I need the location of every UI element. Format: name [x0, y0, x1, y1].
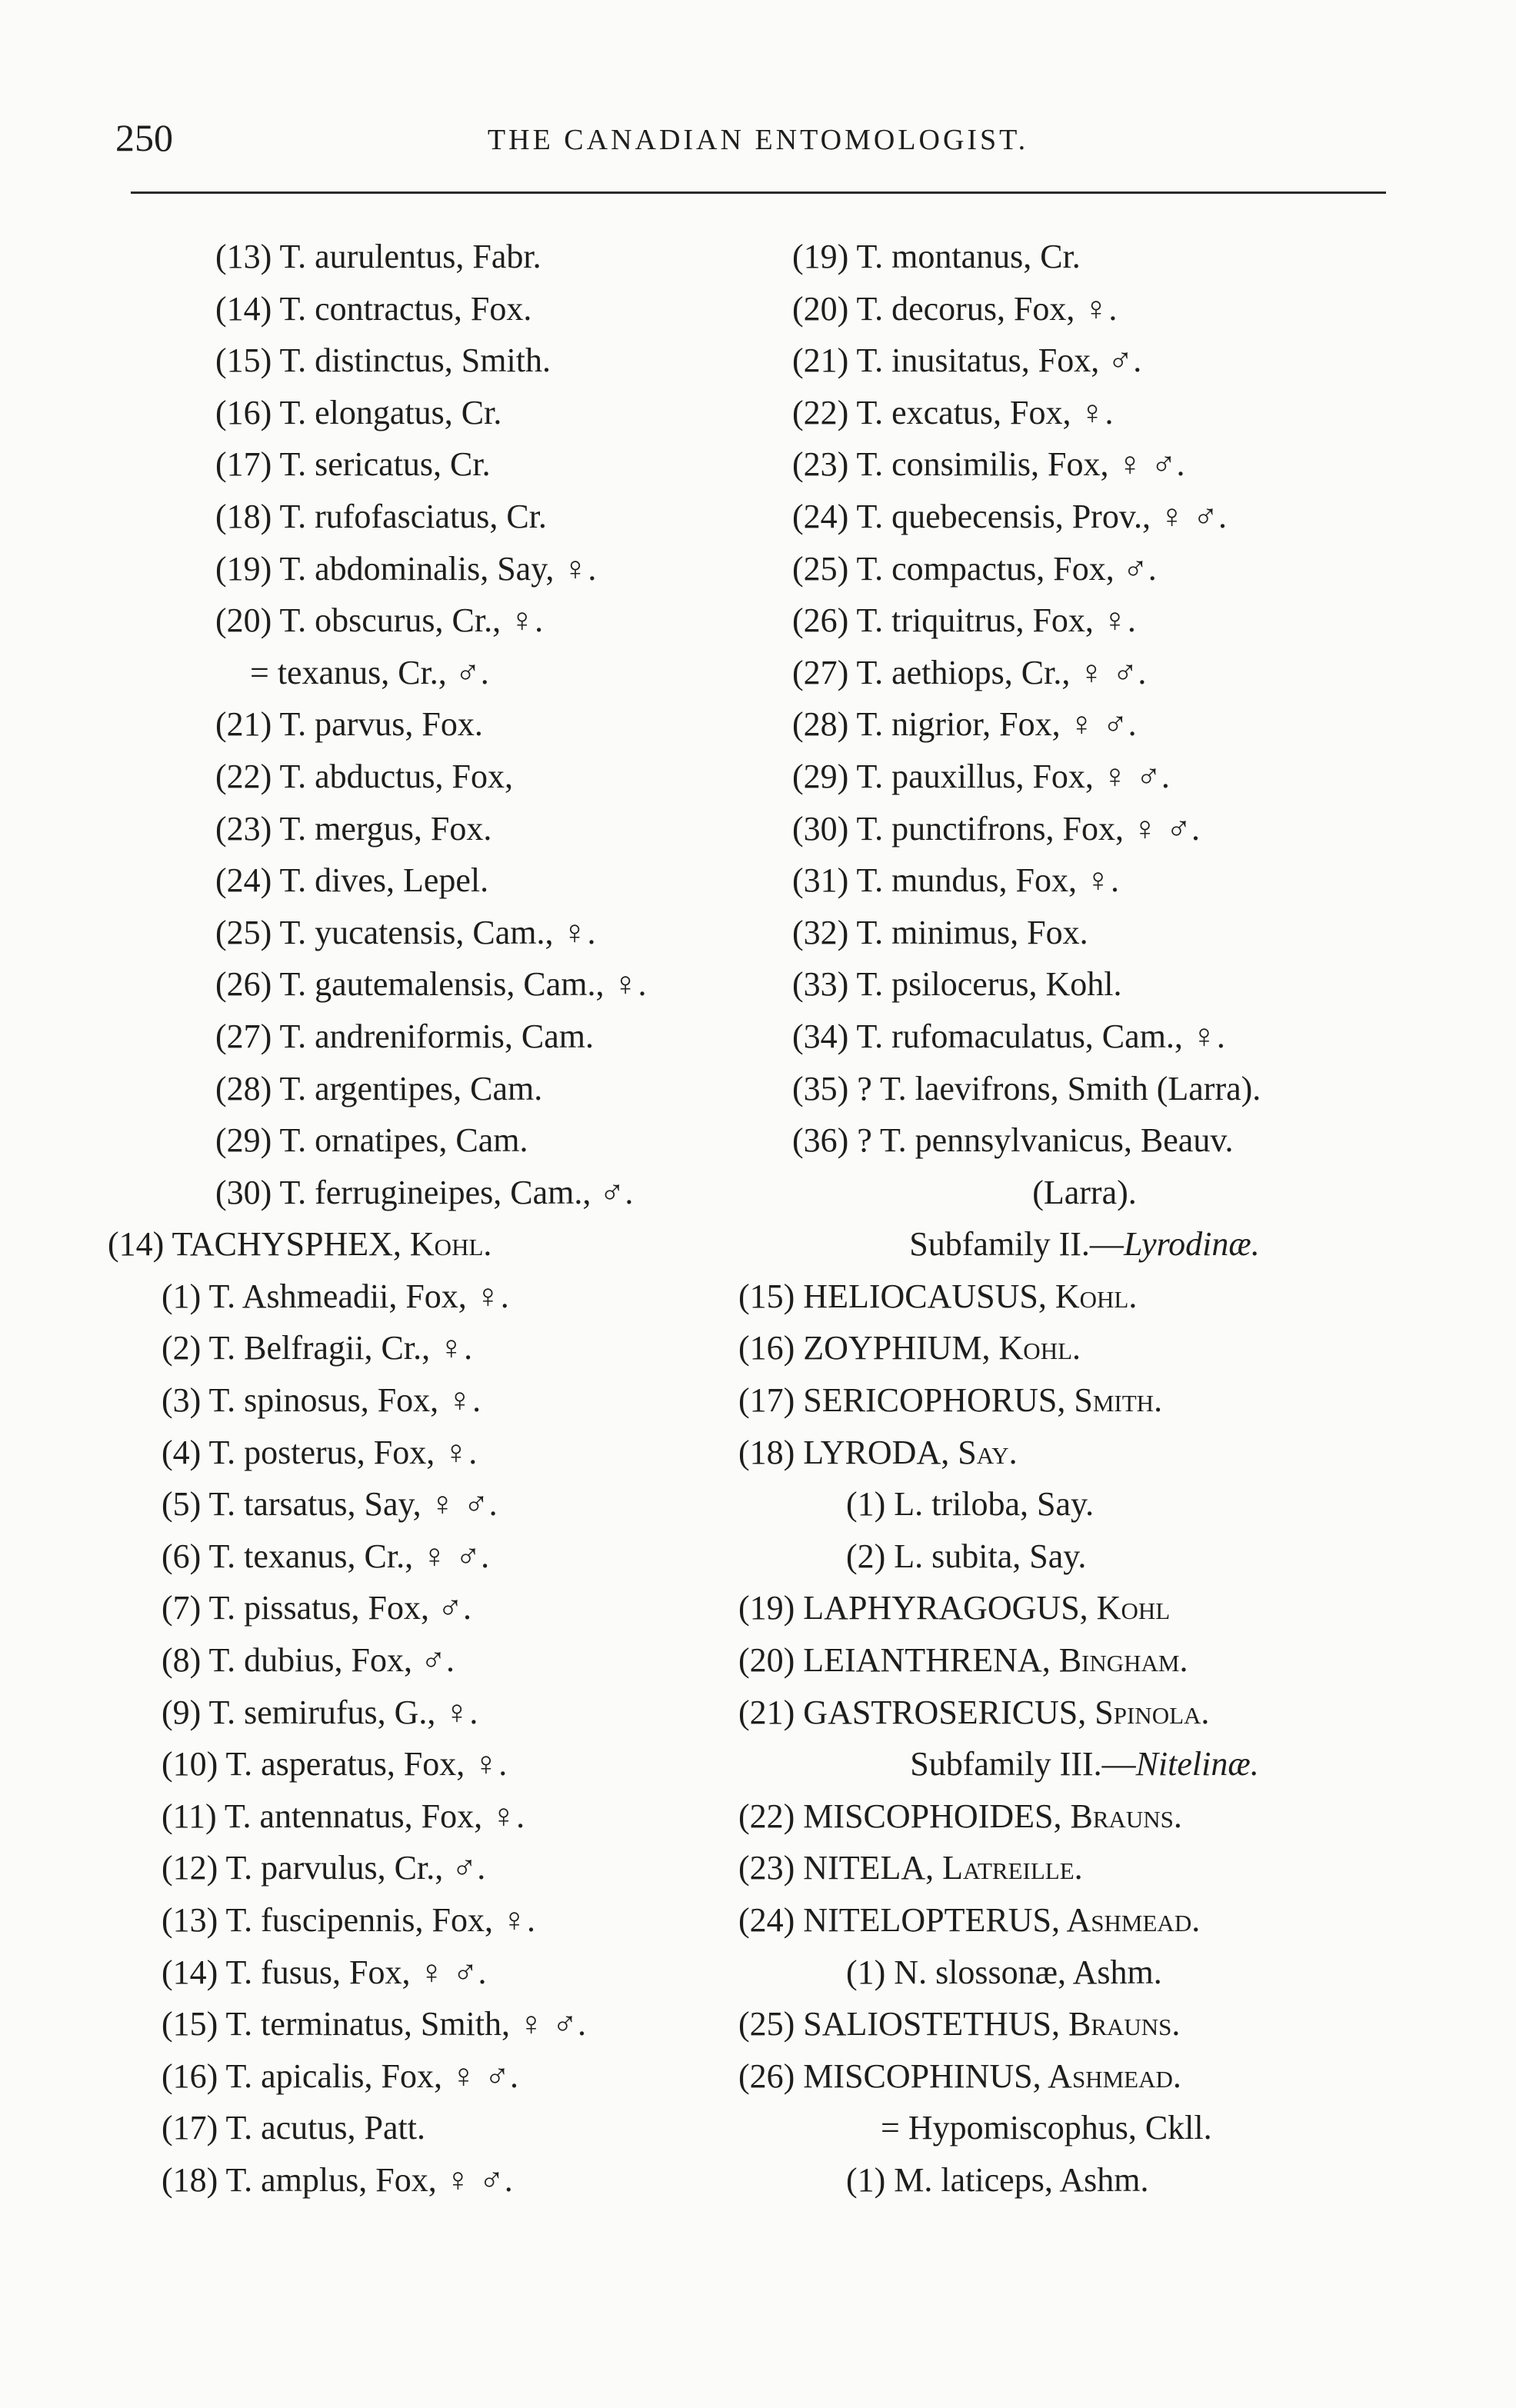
- right-column-entry: [738, 1271, 1431, 1323]
- left-column-entry: [108, 543, 754, 595]
- left-column-entry: [108, 2102, 754, 2154]
- right-column-entry: [738, 647, 1431, 699]
- entry-text: (23) NITELA, Latreille.: [738, 1849, 1083, 1887]
- left-column-entry: [108, 1634, 754, 1687]
- left-column-entry: [108, 283, 754, 335]
- right-column-entry: [738, 1842, 1431, 1894]
- right-column-entry: [738, 1634, 1431, 1687]
- right-column-entry: [738, 1998, 1431, 2050]
- right-column: [738, 231, 1431, 2207]
- entry-text: (20) T. obscurus, Cr., ♀.: [215, 601, 544, 640]
- entry-text: (19) T. montanus, Cr.: [792, 238, 1081, 275]
- right-column-entry: [738, 387, 1431, 439]
- right-column-entry: [738, 2154, 1431, 2207]
- entry-text: (19) T. abdominalis, Say, ♀.: [215, 549, 597, 588]
- right-column-entry: [738, 335, 1431, 387]
- entry-text: (22) T. abductus, Fox,: [215, 757, 513, 795]
- entry-text: (1) T. Ashmeadii, Fox, ♀.: [162, 1277, 509, 1315]
- entry-text: (19) LAPHYRAGOGUS, Kohl: [738, 1589, 1171, 1627]
- left-column-entry: [108, 491, 754, 543]
- entry-text: (7) T. pissatus, Fox, ♂.: [162, 1589, 471, 1627]
- left-column-entry: [108, 438, 754, 491]
- entry-text: Subfamily II.—: [909, 1225, 1124, 1264]
- entry-text: (25) T. yucatensis, Cam., ♀.: [215, 913, 596, 951]
- entry-text: (22) T. excatus, Fox, ♀.: [792, 393, 1114, 431]
- left-column-entry: [108, 1998, 754, 2050]
- entry-text: (15) T. terminatus, Smith, ♀ ♂.: [162, 2005, 586, 2043]
- entry-text: (30) T. punctifrons, Fox, ♀ ♂.: [792, 809, 1200, 848]
- left-column-entry: [108, 854, 754, 907]
- entry-text: (21) GASTROSERICUS, Spinola.: [738, 1693, 1210, 1731]
- entry-text: (28) T. argentipes, Cam.: [215, 1069, 543, 1107]
- entry-text: (15) HELIOCAUSUS, Kohl.: [738, 1277, 1138, 1315]
- right-column-entry: [738, 2102, 1431, 2154]
- left-column-entry: [108, 1478, 754, 1530]
- entry-text: (33) T. psilocerus, Kohl.: [792, 965, 1122, 1004]
- entry-text: (14) T. contractus, Fox.: [215, 289, 532, 328]
- left-column: [108, 231, 754, 2207]
- right-column-entry: [738, 1167, 1431, 1219]
- right-column-entry: [738, 1063, 1431, 1115]
- left-column-entry: [108, 1218, 754, 1271]
- entry-text: (16) T. apicalis, Fox, ♀ ♂.: [162, 2057, 518, 2095]
- entry-text: (2) T. Belfragii, Cr., ♀.: [162, 1329, 473, 1367]
- right-column-entry: [738, 595, 1431, 647]
- entry-text: (17) T. sericatus, Cr.: [215, 445, 491, 484]
- entry-text: Subfamily III.—: [910, 1745, 1136, 1784]
- left-column-entry: [108, 1374, 754, 1427]
- entry-text: (20) LEIANTHRENA, Bingham.: [738, 1641, 1188, 1680]
- entry-text: (31) T. mundus, Fox, ♀.: [792, 861, 1119, 900]
- left-column-entry: [108, 1114, 754, 1167]
- left-column-entry: [108, 1738, 754, 1790]
- entry-text: (Larra).: [1032, 1173, 1137, 1211]
- entry-text: (26) T. gautemalensis, Cam., ♀.: [215, 965, 647, 1004]
- left-column-entry: [108, 1842, 754, 1894]
- right-column-entry: [738, 1478, 1431, 1530]
- right-column-entry: [738, 854, 1431, 907]
- right-column-entry: [738, 1322, 1431, 1374]
- right-column-entry: [738, 438, 1431, 491]
- entry-text: (1) L. triloba, Say.: [846, 1485, 1095, 1524]
- left-column-entry: [108, 958, 754, 1011]
- entry-text: (25) T. compactus, Fox, ♂.: [792, 549, 1157, 588]
- entry-text: (24) NITELOPTERUS, Ashmead.: [738, 1901, 1201, 1939]
- entry-text: (17) SERICOPHORUS, Smith.: [738, 1381, 1163, 1420]
- right-column-entry: [738, 1894, 1431, 1947]
- left-column-entry: [108, 803, 754, 855]
- entry-text: (18) T. rufofasciatus, Cr.: [215, 497, 547, 535]
- right-column-entry: [738, 1790, 1431, 1843]
- left-column-entry: [108, 1167, 754, 1219]
- right-column-entry: [738, 1687, 1431, 1739]
- entry-text: (18) LYRODA, Say.: [738, 1433, 1018, 1471]
- entry-text: (24) T. quebecensis, Prov., ♀ ♂.: [792, 497, 1227, 535]
- entry-text: (8) T. dubius, Fox, ♂.: [162, 1641, 455, 1680]
- left-column-entry: [108, 387, 754, 439]
- entry-text: (14) T. fusus, Fox, ♀ ♂.: [162, 1953, 487, 1991]
- entry-text: (12) T. parvulus, Cr., ♂.: [162, 1849, 486, 1887]
- right-column-entry: [738, 698, 1431, 751]
- header-rule: [131, 192, 1386, 194]
- left-column-entry: [108, 751, 754, 803]
- left-column-entry: [108, 1063, 754, 1115]
- entry-text: (27) T. andreniformis, Cam.: [215, 1017, 595, 1055]
- left-column-entry: [108, 647, 754, 699]
- entry-text: (26) MISCOPHINUS, Ashmead.: [738, 2057, 1181, 2095]
- entry-text: (29) T. ornatipes, Cam.: [215, 1121, 528, 1160]
- entry-text: (10) T. asperatus, Fox, ♀.: [162, 1745, 508, 1784]
- entry-text: (15) T. distinctus, Smith.: [215, 341, 551, 380]
- page-number: 250: [115, 116, 173, 159]
- left-column-entry: [108, 698, 754, 751]
- entry-text: (18) T. amplus, Fox, ♀ ♂.: [162, 2160, 513, 2199]
- right-column-entry: [738, 907, 1431, 959]
- right-column-entry: [738, 1218, 1431, 1271]
- entry-text: (16) T. elongatus, Cr.: [215, 393, 502, 431]
- entry-text: (16) ZOYPHIUM, Kohl.: [738, 1329, 1081, 1367]
- right-column-entry: [738, 1114, 1431, 1167]
- entry-text: (34) T. rufomaculatus, Cam., ♀.: [792, 1017, 1225, 1055]
- left-column-entry: [108, 595, 754, 647]
- left-column-entry: [108, 2050, 754, 2103]
- right-column-entry: [738, 543, 1431, 595]
- right-column-entry: [738, 1011, 1431, 1063]
- entry-text: (13) T. aurulentus, Fabr.: [215, 238, 541, 275]
- right-column-entry: [738, 283, 1431, 335]
- left-column-entry: [108, 1427, 754, 1479]
- entry-text: (17) T. acutus, Patt.: [162, 2109, 425, 2147]
- entry-text: (13) T. fuscipennis, Fox, ♀.: [162, 1901, 535, 1939]
- entry-text: (23) T. consimilis, Fox, ♀ ♂.: [792, 445, 1185, 484]
- entry-text: = texanus, Cr., ♂.: [250, 653, 489, 691]
- left-column-entry: [108, 1011, 754, 1063]
- right-column-entry: [738, 231, 1431, 283]
- right-column-entry: [738, 491, 1431, 543]
- right-column-entry: [738, 1530, 1431, 1583]
- entry-text: (20) T. decorus, Fox, ♀.: [792, 289, 1118, 328]
- entry-text: (3) T. spinosus, Fox, ♀.: [162, 1381, 481, 1420]
- entry-text: (21) T. parvus, Fox.: [215, 705, 483, 744]
- left-column-entry: [108, 1322, 754, 1374]
- entry-text: (9) T. semirufus, G., ♀.: [162, 1693, 478, 1731]
- entry-text: (22) MISCOPHOIDES, Brauns.: [738, 1797, 1182, 1835]
- entry-text: (26) T. triquitrus, Fox, ♀.: [792, 601, 1136, 640]
- running-title: THE CANADIAN ENTOMOLOGIST.: [487, 124, 1029, 156]
- entry-text: (32) T. minimus, Fox.: [792, 913, 1088, 951]
- right-column-entry: [738, 958, 1431, 1011]
- left-column-entry: [108, 2154, 754, 2207]
- entry-text: (6) T. texanus, Cr., ♀ ♂.: [162, 1537, 490, 1575]
- subfamily-name: Nitelinæ.: [1135, 1745, 1259, 1784]
- left-column-entry: [108, 1894, 754, 1947]
- entry-text: (2) L. subita, Say.: [846, 1537, 1087, 1575]
- entry-text: (4) T. posterus, Fox, ♀.: [162, 1433, 478, 1471]
- right-column-entry: [738, 1582, 1431, 1634]
- entry-text: (35) ? T. laevifrons, Smith (Larra).: [792, 1069, 1261, 1107]
- right-column-entry: [738, 2050, 1431, 2103]
- entry-text: (23) T. mergus, Fox.: [215, 809, 492, 848]
- subfamily-name: Lyrodinæ.: [1123, 1225, 1260, 1264]
- entry-text: (29) T. pauxillus, Fox, ♀ ♂.: [792, 757, 1170, 795]
- entry-text: (24) T. dives, Lepel.: [215, 861, 489, 900]
- right-column-entry: [738, 1738, 1431, 1790]
- left-column-entry: [108, 335, 754, 387]
- entry-text: (1) M. laticeps, Ashm.: [846, 2160, 1149, 2199]
- left-column-entry: [108, 1687, 754, 1739]
- entry-text: (14) TACHYSPHEX, Kohl.: [108, 1225, 492, 1264]
- entry-text: (36) ? T. pennsylvanicus, Beauv.: [792, 1121, 1234, 1160]
- right-column-entry: [738, 1374, 1431, 1427]
- left-column-entry: [108, 1530, 754, 1583]
- entry-text: (21) T. inusitatus, Fox, ♂.: [792, 341, 1142, 380]
- left-column-entry: [108, 1790, 754, 1843]
- left-column-entry: [108, 231, 754, 283]
- entry-text: (11) T. antennatus, Fox, ♀.: [162, 1797, 525, 1835]
- entry-text: (25) SALIOSTETHUS, Brauns.: [738, 2005, 1181, 2043]
- right-column-entry: [738, 751, 1431, 803]
- entry-text: (27) T. aethiops, Cr., ♀ ♂.: [792, 653, 1147, 691]
- right-column-entry: [738, 1947, 1431, 1999]
- entry-text: (28) T. nigrior, Fox, ♀ ♂.: [792, 705, 1137, 744]
- left-column-entry: [108, 1271, 754, 1323]
- right-column-entry: [738, 1427, 1431, 1479]
- right-column-entry: [738, 803, 1431, 855]
- left-column-entry: [108, 1582, 754, 1634]
- entry-text: (30) T. ferrugineipes, Cam., ♂.: [215, 1173, 634, 1211]
- entry-text: (1) N. slossonæ, Ashm.: [846, 1953, 1162, 1991]
- left-column-entry: [108, 1947, 754, 1999]
- left-column-entry: [108, 907, 754, 959]
- entry-text: (5) T. tarsatus, Say, ♀ ♂.: [162, 1485, 498, 1524]
- entry-text: = Hypomiscophus, Ckll.: [881, 2109, 1212, 2147]
